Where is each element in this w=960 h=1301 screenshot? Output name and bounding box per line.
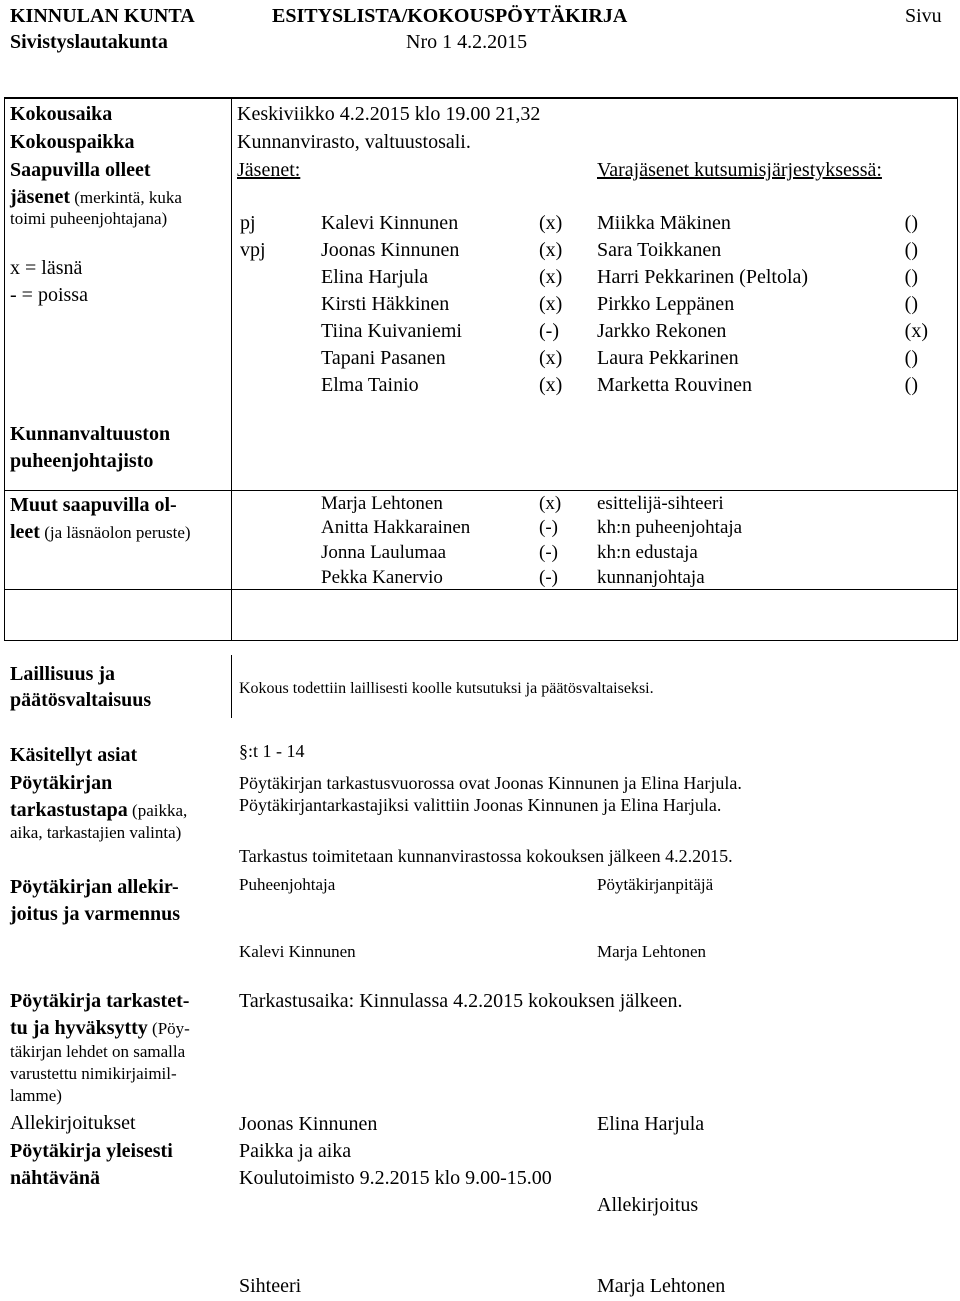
other-mark: (-) [539, 517, 558, 538]
inspection-label: Pöytäkirjan [10, 772, 113, 794]
member-name: Joonas Kinnunen [321, 239, 460, 261]
signature-label: Allekirjoitus [597, 1194, 699, 1216]
secretary-name: Marja Lehtonen [597, 1275, 726, 1297]
attendees-label-line2 [10, 187, 182, 207]
member-name: Elma Tainio [321, 374, 419, 396]
others-label: Muut saapuvilla ol- [10, 494, 177, 516]
deputy-mark: () [904, 266, 918, 288]
legality-label: Laillisuus ja [10, 663, 116, 685]
place-time-label: Paikka ja aika [239, 1140, 352, 1162]
approved-label-line3: täkirjan lehdet on samalla [10, 1042, 186, 1061]
legend-present: x = läsnä [10, 257, 83, 279]
approved-label-line5: lamme) [10, 1086, 62, 1105]
member-mark: (-) [539, 320, 559, 342]
approved-label-line2 [10, 1018, 190, 1038]
other-name: Jonna Laulumaa [321, 542, 447, 563]
other-role: kh:n puheenjohtaja [597, 517, 743, 538]
deputy-name: Pirkko Leppänen [597, 293, 735, 315]
other-mark: (-) [539, 567, 558, 588]
others-label-bold: leet [10, 521, 40, 543]
deputy-name: Marketta Rouvinen [597, 374, 752, 396]
secretary-label: Sihteeri [239, 1275, 302, 1297]
attendees-label-bold: jäsenet [10, 186, 70, 208]
others-label-note: (ja läsnäolon peruste) [39, 523, 191, 542]
meeting-place-label: Kokouspaikka [10, 131, 135, 153]
other-role: esittelijä-sihteeri [597, 493, 724, 514]
page-label: Sivu [905, 5, 942, 27]
place-time-value: Koulutoimisto 9.2.2015 klo 9.00-15.00 [239, 1167, 552, 1189]
others-label-line2 [10, 522, 191, 542]
other-role: kh:n edustaja [597, 542, 698, 563]
chair-title: Puheenjohtaja [239, 875, 336, 894]
member-name: Tapani Pasanen [321, 347, 446, 369]
public-label-line2: nähtävänä [10, 1167, 101, 1189]
meeting-time-label: Kokousaika [10, 103, 113, 125]
legend-absent: - = poissa [10, 284, 88, 306]
inspection-text-1: Pöytäkirjan tarkastusvuorossa ovat Joonas Kinnunen ja Elina Harjula. [239, 773, 742, 793]
member-name: Tiina Kuivaniemi [321, 320, 462, 342]
deputy-name: Jarkko Rekonen [597, 320, 727, 342]
other-role: kunnanjohtaja [597, 567, 705, 588]
signatures-label-line2: joitus ja varmennus [10, 903, 181, 925]
approval-signatures-label: Allekirjoitukset [10, 1112, 136, 1134]
table-left-border [4, 97, 5, 641]
member-role: pj [240, 212, 256, 234]
legality-label-line2: päätösvaltaisuus [10, 689, 152, 711]
deputy-mark: (x) [904, 320, 928, 342]
row-divider [4, 490, 958, 491]
table-top-border [4, 97, 958, 99]
meeting-number: Nro 1 4.2.2015 [406, 31, 528, 53]
member-role: vpj [240, 239, 266, 261]
approved-text: Tarkastusaika: Kinnulassa 4.2.2015 kokouksen jälkeen. [239, 990, 683, 1012]
deputy-mark: () [904, 212, 918, 234]
other-name: Anitta Hakkarainen [321, 517, 471, 538]
deputy-name: Sara Toikkanen [597, 239, 722, 261]
approver-name-1: Joonas Kinnunen [239, 1113, 378, 1135]
deputy-name: Laura Pekkarinen [597, 347, 739, 369]
members-header: Jäsenet: [237, 159, 301, 181]
member-mark: (x) [539, 266, 563, 288]
inspection-label-note: (paikka, [127, 801, 188, 820]
board-name: Sivistyslautakunta [10, 31, 168, 53]
document-type: ESITYSLISTA/KOKOUSPÖYTÄKIRJA [272, 5, 628, 27]
approved-label-line4: varustettu nimikirjaimil- [10, 1064, 177, 1083]
member-mark: (x) [539, 212, 563, 234]
approved-label-note: (Pöy- [147, 1019, 190, 1038]
other-name: Marja Lehtonen [321, 493, 443, 514]
member-mark: (x) [539, 374, 563, 396]
signatures-label: Pöytäkirjan allekir- [10, 876, 179, 898]
approved-label-bold: tu ja hyväksytty [10, 1017, 148, 1039]
deputy-name: Harri Pekkarinen (Peltola) [597, 266, 809, 288]
member-name: Kalevi Kinnunen [321, 212, 459, 234]
public-label: Pöytäkirja yleisesti [10, 1140, 173, 1162]
keeper-title: Pöytäkirjanpitäjä [597, 875, 714, 894]
items-label: Käsitellyt asiat [10, 744, 138, 766]
inspection-label-bold: tarkastustapa [10, 799, 128, 821]
inspection-text-3: Tarkastus toimitetaan kunnanvirastossa kokouksen jälkeen 4.2.2015. [239, 846, 733, 866]
meeting-time-value: Keskiviikko 4.2.2015 klo 19.00 21,32 [237, 103, 541, 125]
deputy-mark: () [904, 239, 918, 261]
member-mark: (x) [539, 293, 563, 315]
presidium-label-line2: puheenjohtajisto [10, 450, 154, 472]
member-mark: (x) [539, 347, 563, 369]
deputy-name: Miikka Mäkinen [597, 212, 731, 234]
attendees-label-line3: toimi puheenjohtajana) [10, 209, 168, 228]
inspection-label-line3: aika, tarkastajien valinta) [10, 823, 182, 842]
deputies-header: Varajäsenet kutsumisjärjestyksessä: [597, 159, 882, 181]
approver-name-2: Elina Harjula [597, 1113, 705, 1135]
row-divider [4, 589, 958, 590]
other-mark: (x) [539, 493, 562, 514]
table-bottom-border [4, 640, 958, 641]
member-name: Kirsti Häkkinen [321, 293, 450, 315]
member-name: Elina Harjula [321, 266, 429, 288]
other-mark: (-) [539, 542, 558, 563]
items-text: §:t 1 - 14 [239, 741, 305, 761]
attendees-label-note: (merkintä, kuka [69, 188, 182, 207]
attendees-label: Saapuvilla olleet [10, 159, 151, 181]
presidium-label: Kunnanvaltuuston [10, 423, 171, 445]
column-divider [231, 655, 232, 718]
deputy-mark: () [904, 374, 918, 396]
keeper-name: Marja Lehtonen [597, 942, 707, 961]
table-right-border [957, 97, 958, 641]
approved-label: Pöytäkirja tarkastet- [10, 990, 190, 1012]
legality-text: Kokous todettiin laillisesti koolle kutsutuksi ja päätösvaltaiseksi. [239, 680, 654, 697]
deputy-mark: () [904, 293, 918, 315]
inspection-label-line2 [10, 800, 187, 820]
member-mark: (x) [539, 239, 563, 261]
deputy-mark: () [904, 347, 918, 369]
inspection-text-2: Pöytäkirjantarkastajiksi valittiin Joonas Kinnunen ja Elina Harjula. [239, 795, 722, 815]
chair-name: Kalevi Kinnunen [239, 942, 356, 961]
org-name: KINNULAN KUNTA [10, 5, 195, 27]
column-divider [231, 97, 232, 641]
other-name: Pekka Kanervio [321, 567, 443, 588]
meeting-place-value: Kunnanvirasto, valtuustosali. [237, 131, 471, 153]
